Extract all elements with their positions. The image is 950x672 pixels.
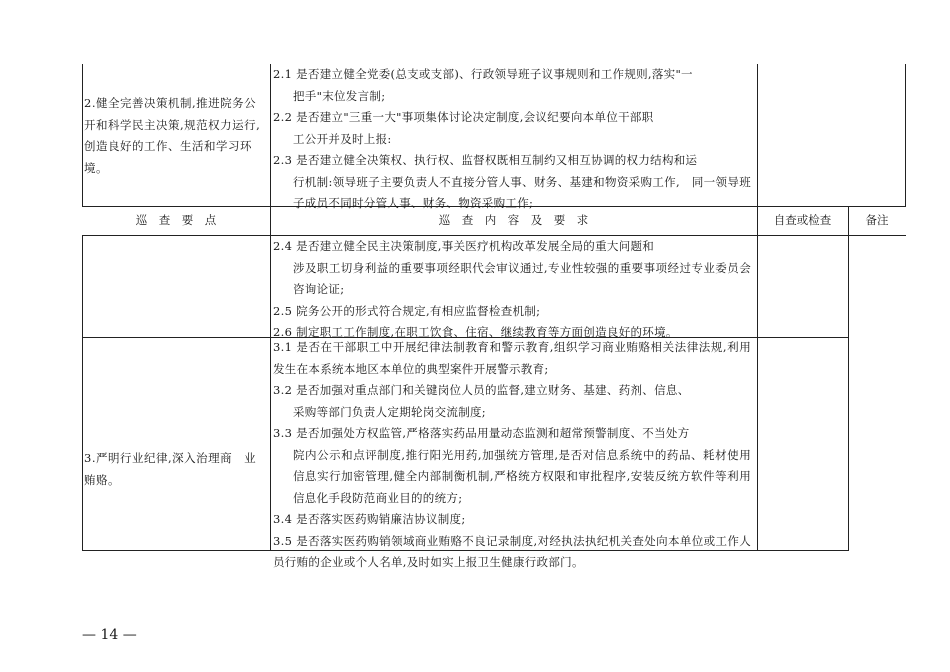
header-inspection-content: 巡 查 内 容 及 要 求 (438, 213, 589, 227)
table-border (82, 64, 83, 206)
content-item-text: 3.5 是否落实医药购销领域商业贿赂不良记录制度,对经执法执纪机关查处向本单位或工作人员行贿的企业或个人名单,及时如实上报卫生健康行政部门。 (273, 533, 751, 569)
table-border (82, 236, 83, 551)
content-item-text: 3.3 是否加强处方权监管,严格落实药品用量动态监测和超常预警制度、不当处方 (273, 426, 690, 440)
content-cell-top (273, 64, 751, 215)
content-item (273, 236, 751, 301)
table-border (270, 236, 271, 551)
content-item-continuation: 把手"末位发言制; (293, 88, 386, 103)
content-item-continuation: 院内公示和点评制度,推行阳光用药,加强统方管理,是否对信息系统中的药品、耗材使用信息实行加密管理,健全内部制衡机制,严格统方权限和审批程序,安装反统方软件等利用信息化手段防范商业目的的统方; (293, 447, 751, 505)
content-item (273, 301, 751, 323)
table-border (848, 236, 849, 551)
inspection-point-3: 3.严明行业纪律,深入治理商 业贿赂。 (84, 451, 257, 487)
content-item-text: 3.4 是否落实医药购销廉洁协议制度; (273, 512, 466, 526)
content-item (273, 423, 751, 509)
header-inspection-points: 巡 查 要 点 (135, 213, 217, 227)
content-cell-bottom (273, 337, 751, 574)
header-self-check: 自查或检查 (773, 213, 832, 227)
content-item-text: 2.2 是否建立"三重一大"事项集体讨论决定制度,会议纪要向本单位干部职 (273, 110, 654, 124)
content-item-text: 2.1 是否建立健全党委(总支或支部)、行政领导班子议事规则和工作规则,落实"一 (273, 67, 693, 81)
header-notes: 备注 (865, 213, 889, 227)
page-number: — 14 — (82, 627, 137, 643)
content-item-continuation: 行机制:领导班子主要负责人不直接分管人事、财务、基建和物资采购工作, 同一领导班子成员不同时分管人事、财务、物资采购工作; (293, 174, 751, 210)
table-border (270, 64, 271, 206)
content-item (273, 509, 751, 531)
table-border (905, 64, 906, 206)
content-item-text: 2.3 是否建立健全决策权、执行权、监督权既相互制约又相互协调的权力结构和运 (273, 153, 698, 167)
table-border (757, 64, 758, 206)
content-item-continuation: 采购等部门负责人定期轮岗交流制度; (293, 404, 486, 419)
content-item-text: 2.6 制定职工工作制度,在职工饮食、住宿、继续教育等方面创造良好的环境。 (273, 325, 678, 339)
content-item (273, 107, 751, 150)
content-item (273, 531, 751, 574)
inspection-point-2: 2.健全完善决策机制,推进院务公开和科学民主决策,规范权力运行,创造良好的工作、生活和学习环境。 (84, 96, 261, 175)
content-item-text: 3.2 是否加强对重点部门和关键岗位人员的监督,建立财务、基建、药剂、信息、 (273, 383, 690, 397)
content-item (273, 337, 751, 380)
content-item-text: 2.5 院务公开的形式符合规定,有相应监督检查机制; (273, 303, 541, 318)
content-item-continuation: 工公开并及时上报: (293, 131, 392, 146)
table-border (757, 236, 758, 551)
content-cell-middle (273, 236, 751, 344)
content-item (273, 380, 751, 423)
content-item-text: 2.4 是否建立健全民主决策制度,事关医疗机构改革发展全局的重大问题和 (273, 239, 655, 253)
content-item-text: 3.1 是否在干部职工中开展纪律法制教育和警示教育,组织学习商业贿赂相关法律法规,利用发生在本系统本地区本单位的典型案件开展警示教育; (273, 340, 751, 376)
content-item-continuation: 涉及职工切身利益的重要事项经职代会审议通过,专业性较强的重要事项经过专业委员会咨询论证; (293, 260, 751, 296)
content-item (273, 64, 751, 107)
